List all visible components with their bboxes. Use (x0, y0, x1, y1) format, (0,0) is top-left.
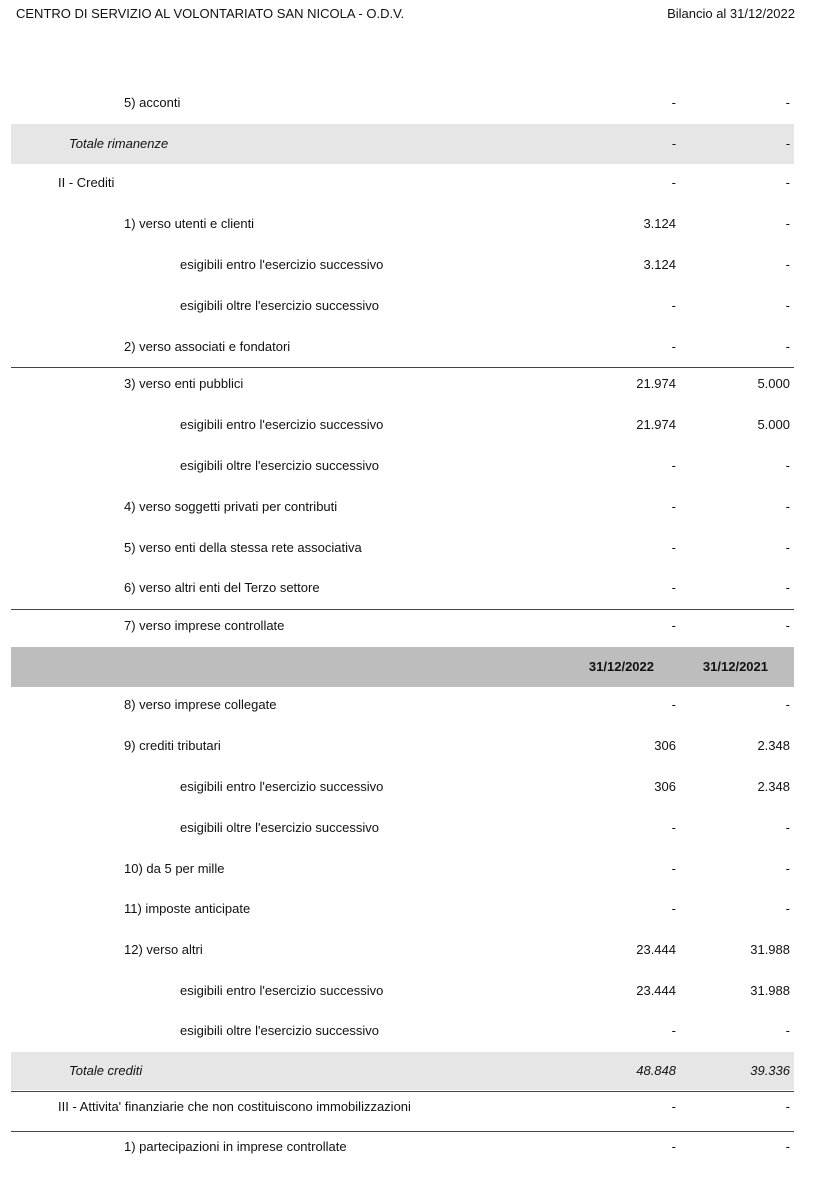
row-label: 11) imposte anticipate (124, 901, 251, 916)
table-row (11, 1131, 794, 1166)
value-current: 306 (654, 738, 676, 753)
value-previous: - (785, 175, 790, 190)
value-previous: - (785, 298, 790, 313)
value-previous: - (785, 697, 790, 712)
value-previous: - (785, 618, 790, 633)
value-previous: - (785, 580, 790, 595)
value-current: - (671, 540, 676, 555)
value-current: 306 (654, 779, 676, 794)
table-row (11, 849, 794, 889)
value-current: - (671, 861, 676, 876)
value-current: - (671, 820, 676, 835)
row-label: 7) verso imprese controllate (124, 618, 285, 633)
value-previous: - (785, 216, 790, 231)
value-current: - (671, 175, 676, 190)
column-current: 31/12/2022 (588, 659, 654, 674)
value-current: - (671, 1099, 676, 1114)
value-current: - (671, 458, 676, 473)
value-current: - (671, 697, 676, 712)
row-label: 2) verso associati e fondatori (124, 339, 291, 354)
value-current: - (671, 1023, 676, 1038)
row-label: III - Attivita' finanziarie che non costituiscono immobilizzazioni (58, 1099, 411, 1114)
value-current: 3.124 (643, 257, 676, 272)
value-previous: - (785, 1139, 790, 1154)
row-label: esigibili entro l'esercizio successivo (180, 983, 384, 998)
table-row (11, 685, 794, 725)
table-row (11, 726, 794, 766)
value-current: - (671, 339, 676, 354)
table-row (11, 1011, 794, 1051)
value-current: - (671, 95, 676, 110)
value-current: 3.124 (643, 216, 676, 231)
column-previous: 31/12/2021 (702, 659, 768, 674)
row-label: 1) verso utenti e clienti (124, 216, 255, 231)
row-label: esigibili entro l'esercizio successivo (180, 417, 384, 432)
table-row (11, 405, 794, 445)
value-current: 23.444 (636, 942, 676, 957)
row-label: 10) da 5 per mille (124, 861, 225, 876)
row-label: esigibili oltre l'esercizio successivo (180, 820, 379, 835)
value-previous: - (785, 339, 790, 354)
table-row (11, 971, 794, 1011)
row-label: 6) verso altri enti del Terzo settore (124, 580, 320, 595)
value-previous: - (785, 1023, 790, 1038)
row-label: esigibili entro l'esercizio successivo (180, 779, 384, 794)
table-row (11, 528, 794, 568)
value-current: - (671, 1139, 676, 1154)
table-row (11, 367, 794, 402)
value-current: - (671, 580, 676, 595)
total-row (11, 1052, 794, 1090)
row-label: 3) verso enti pubblici (124, 376, 244, 391)
table-row (11, 568, 794, 608)
table-row (11, 487, 794, 527)
table-row (11, 767, 794, 807)
value-previous: 5.000 (757, 376, 790, 391)
value-current: - (671, 618, 676, 633)
row-label: 8) verso imprese collegate (124, 697, 277, 712)
value-previous: - (785, 95, 790, 110)
table-row (11, 889, 794, 929)
total-row (11, 124, 794, 164)
value-previous: 31.988 (750, 983, 790, 998)
value-previous: - (785, 861, 790, 876)
value-current: - (671, 499, 676, 514)
organization-name: CENTRO DI SERVIZIO AL VOLONTARIATO SAN NICOLA - O.D.V. (16, 6, 405, 21)
value-previous: - (785, 540, 790, 555)
row-label: Totale crediti (69, 1063, 143, 1078)
row-label: 5) acconti (124, 95, 181, 110)
value-previous: - (785, 901, 790, 916)
value-previous: - (785, 136, 790, 151)
section-row (11, 163, 794, 203)
table-row (11, 808, 794, 848)
value-previous: - (785, 499, 790, 514)
row-label: II - Crediti (58, 175, 115, 190)
table-row (11, 83, 794, 123)
value-previous: 39.336 (750, 1063, 790, 1078)
table-row (11, 286, 794, 326)
value-current: - (671, 901, 676, 916)
section-row (11, 1091, 794, 1124)
value-previous: - (785, 257, 790, 272)
value-previous: 2.348 (757, 738, 790, 753)
row-label: 1) partecipazioni in imprese controllate (124, 1139, 347, 1154)
row-label: 4) verso soggetti privati per contributi (124, 499, 338, 514)
table-row (11, 609, 794, 644)
value-previous: 2.348 (757, 779, 790, 794)
value-previous: - (785, 820, 790, 835)
row-label: 9) crediti tributari (124, 738, 221, 753)
row-label: esigibili oltre l'esercizio successivo (180, 458, 379, 473)
value-current: - (671, 298, 676, 313)
table-row (11, 327, 794, 367)
row-label: esigibili oltre l'esercizio successivo (180, 298, 379, 313)
value-previous: - (785, 1099, 790, 1114)
table-row (11, 245, 794, 285)
table-row (11, 930, 794, 970)
report-title: Bilancio al 31/12/2022 (667, 6, 795, 21)
row-label: 12) verso altri (124, 942, 203, 957)
value-previous: 5.000 (757, 417, 790, 432)
value-current: 21.974 (636, 376, 676, 391)
row-label: Totale rimanenze (69, 136, 169, 151)
row-label: esigibili entro l'esercizio successivo (180, 257, 384, 272)
row-label: 5) verso enti della stessa rete associativa (124, 540, 362, 555)
value-current: 23.444 (636, 983, 676, 998)
table-row (11, 204, 794, 244)
value-current: 21.974 (636, 417, 676, 432)
table-row (11, 446, 794, 486)
value-previous: 31.988 (750, 942, 790, 957)
value-current: - (671, 136, 676, 151)
value-previous: - (785, 458, 790, 473)
row-label: esigibili oltre l'esercizio successivo (180, 1023, 379, 1038)
value-current: 48.848 (636, 1063, 676, 1078)
column-header-bar (11, 647, 794, 687)
